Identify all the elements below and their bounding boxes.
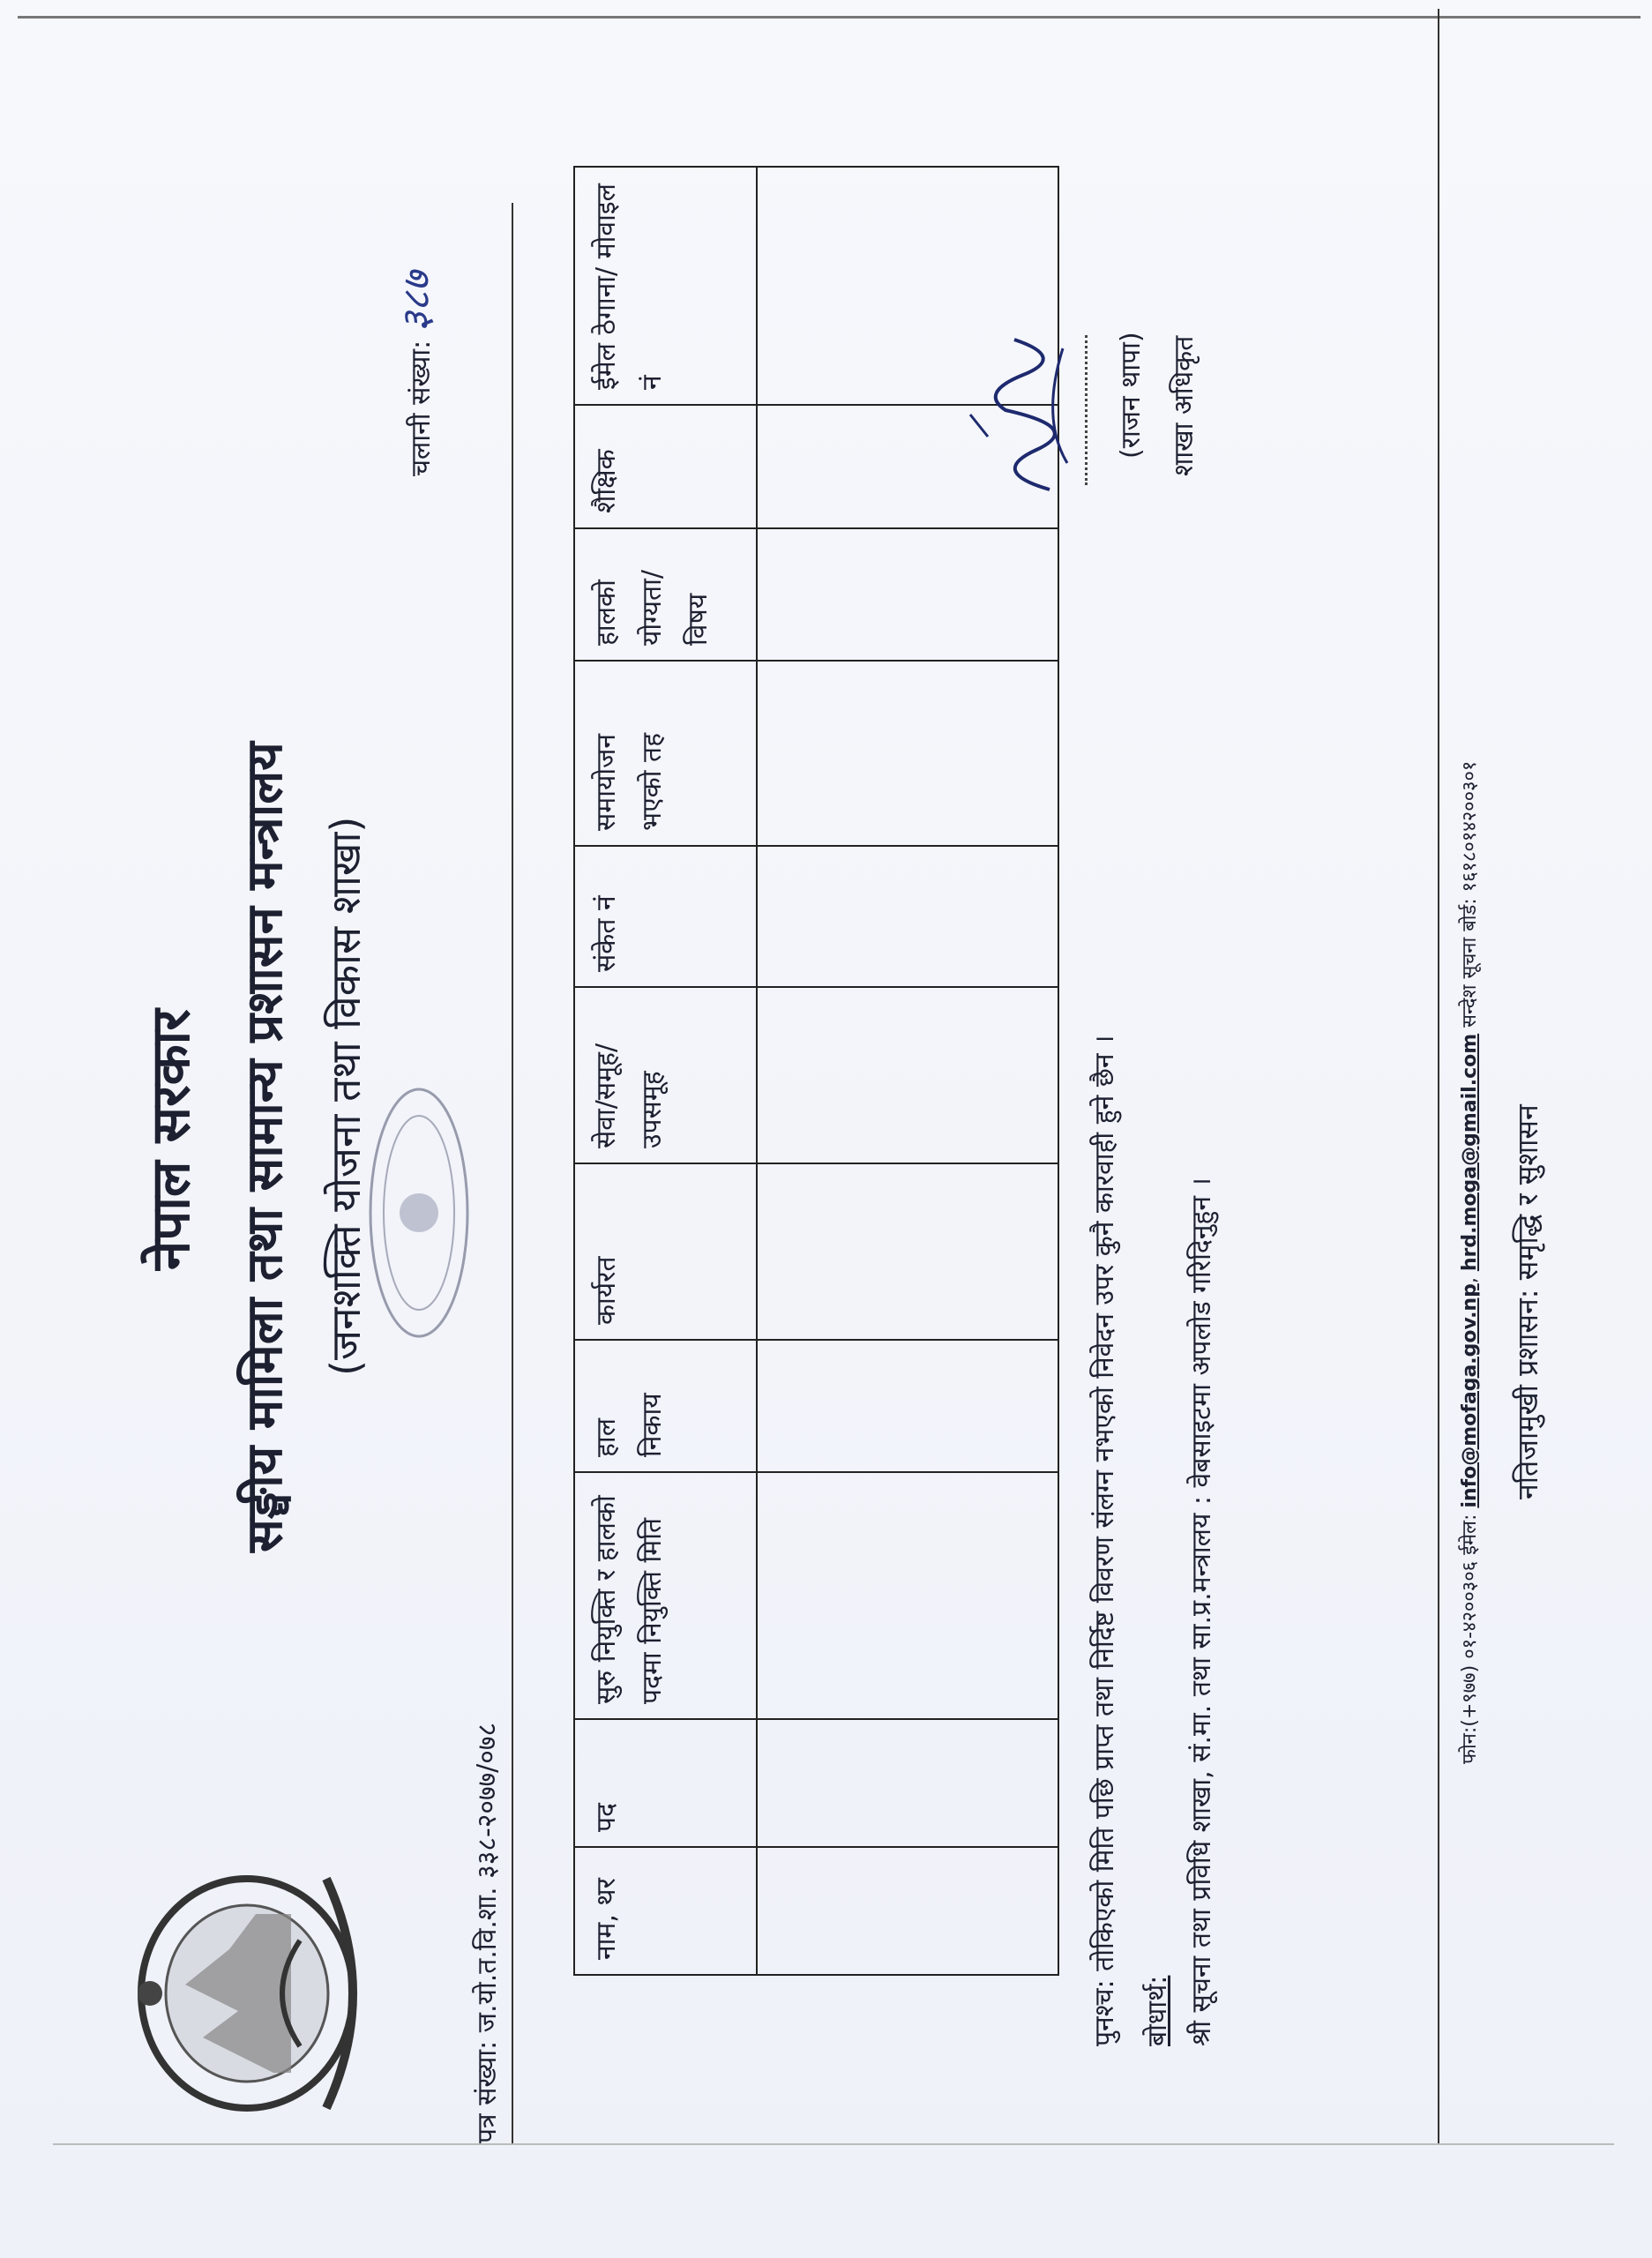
dispatch-number bbox=[388, 272, 441, 476]
table-header-cell: हालको योग्यता/ विषय bbox=[574, 528, 757, 661]
postscript-note: पुनश्च: तोकिएको मिति पछि प्राप्त तथा निर्दिष्ट विवरण संलग्न नभएको निवेदन उपर कुनै कारवाही हुने छैन । bbox=[1089, 1035, 1120, 2046]
table-cell[interactable] bbox=[757, 987, 1058, 1163]
table-header-cell: संकेत नं bbox=[574, 846, 757, 987]
table-header-cell: सेवा/समूह/ उपसमूह bbox=[574, 987, 757, 1163]
table-header-cell: कार्यरत bbox=[574, 1163, 757, 1340]
table-cell[interactable] bbox=[757, 1847, 1058, 1975]
table-header-cell: शैक्षिक bbox=[574, 405, 757, 528]
footer-divider bbox=[1438, 9, 1439, 2143]
table-cell[interactable] bbox=[757, 846, 1058, 987]
table-cell[interactable] bbox=[757, 528, 1058, 661]
footer-notice-board: सन्देश सूचना बोर्ड: १६१८०१४२००३०१ bbox=[1459, 760, 1481, 1028]
table-header-cell: समायोजन भएको तह bbox=[574, 661, 757, 846]
signer-name: (राजन थापा) bbox=[1116, 332, 1147, 459]
table-cell[interactable] bbox=[757, 1163, 1058, 1340]
table-header-cell: नाम, थर bbox=[574, 1847, 757, 1975]
office-stamp-icon bbox=[362, 1076, 476, 1350]
table-cell[interactable] bbox=[757, 661, 1058, 846]
nepal-emblem-icon bbox=[123, 1861, 370, 2126]
page-bottom-line bbox=[53, 2143, 1614, 2145]
dispatch-label: चलानी संख्या: bbox=[406, 340, 437, 476]
table-header-cell: पद bbox=[574, 1719, 757, 1847]
branch-title: (जनशक्ति योजना तथा विकास शाखा) bbox=[322, 816, 370, 1376]
table-header-cell: सुरु नियुक्ति र हालको पदमा नियुक्ति मिति bbox=[574, 1472, 757, 1719]
government-title: नेपाल सरकार bbox=[140, 1009, 202, 1270]
ministry-title: सङ्घीय मामिला तथा सामान्य प्रशासन मन्त्रालय bbox=[236, 742, 294, 1552]
table-cell[interactable] bbox=[757, 1472, 1058, 1719]
handwritten-signature-icon bbox=[953, 331, 1085, 498]
table-cell[interactable] bbox=[757, 1340, 1058, 1472]
footer-motto: नतिजामुखी प्रशासन: समृद्धि र सुशासन bbox=[1511, 1104, 1544, 1499]
table-cell[interactable] bbox=[757, 1719, 1058, 1847]
footer-email-separator: , bbox=[1459, 1277, 1481, 1284]
table-header-cell: हाल निकाय bbox=[574, 1340, 757, 1472]
cc-recipient: श्री सूचना तथा प्रविधि शाखा, सं.मा. तथा सा.प्र.मन्त्रालय : वेबसाइटमा अपलोड गरिदिनुहुन । bbox=[1186, 1178, 1217, 2046]
letter-reference-number: पत्र संख्या: ज.यो.त.वि.शा. ३३८-२०७७/०७८ bbox=[472, 1722, 503, 2143]
table-header-row bbox=[574, 167, 757, 1975]
header-divider bbox=[512, 203, 513, 2143]
signer-designation: शाखा अधिकृत bbox=[1169, 335, 1200, 476]
dispatch-handwritten-value: ३८७ bbox=[394, 271, 439, 333]
footer-phone: फोन:(+९७७) ०१-४२००३०६ ईमेल: bbox=[1459, 1514, 1481, 1764]
footer-email-link[interactable]: hrd.moga@gmail.com bbox=[1459, 1033, 1481, 1272]
signature-line bbox=[1085, 335, 1088, 485]
table-header-cell: ईमेल ठेगाना/ मोवाइल नं bbox=[574, 167, 757, 405]
cc-label: बोधार्थ: bbox=[1142, 1975, 1173, 2046]
footer-email-link[interactable]: info@mofaga.gov.np bbox=[1459, 1283, 1481, 1508]
footer-contact bbox=[1455, 761, 1482, 1764]
